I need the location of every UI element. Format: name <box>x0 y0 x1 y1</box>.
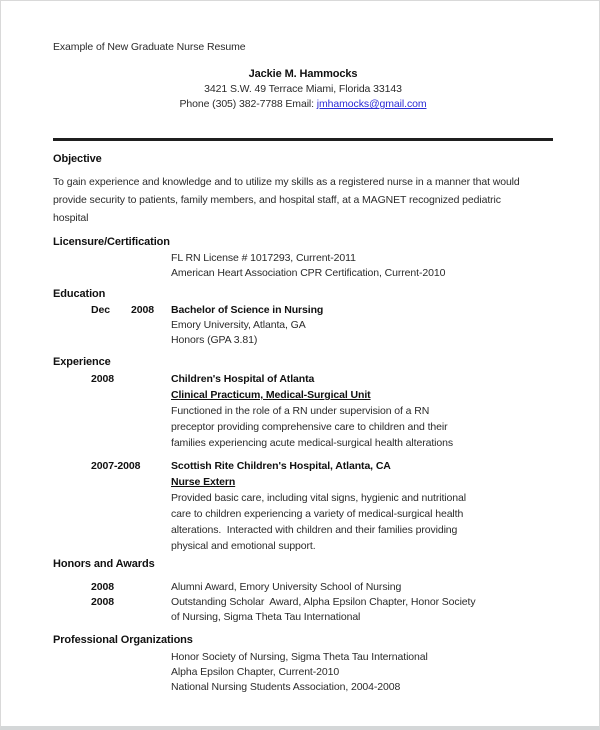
experience-entry <box>53 371 553 451</box>
organization-item: Alpha Epsilon Chapter, Current-2010 <box>171 666 340 678</box>
education-month: Dec <box>91 304 110 316</box>
honor-year: 2008 <box>91 596 114 608</box>
experience-role: Clinical Practicum, Medical-Surgical Unit <box>171 389 371 401</box>
education-degree-row <box>53 303 553 318</box>
candidate-address: 3421 S.W. 49 Terrace Miami, Florida 33143 <box>204 83 402 95</box>
honor-year: 2008 <box>91 581 114 593</box>
section-title-education: Education <box>53 288 106 300</box>
honors-item <box>53 595 553 625</box>
honors-list <box>53 580 553 625</box>
experience-description-line: physical and emotional support. <box>171 540 316 552</box>
education-details <box>53 318 553 348</box>
section-title-objective: Objective <box>53 153 102 165</box>
experience-description-line: Functioned in the role of a RN under supervision of a RN <box>171 405 430 417</box>
section-title-honors: Honors and Awards <box>53 558 155 570</box>
licensure-item: American Heart Association CPR Certification, Current-2010 <box>171 267 446 279</box>
honor-text: Alumni Award, Emory University School of Nursing <box>171 581 402 593</box>
objective-paragraph <box>53 173 553 227</box>
experience-employer: Children's Hospital of Atlanta <box>171 373 315 385</box>
organizations-list <box>53 650 553 695</box>
organization-item: National Nursing Students Association, 2004-2008 <box>171 681 401 693</box>
honor-text-block <box>171 595 553 625</box>
experience-description-line: preceptor providing comprehensive care to children and their <box>171 421 448 433</box>
honor-text: of Nursing, Sigma Theta Tau International <box>171 611 361 623</box>
email-link[interactable]: jmhamocks@gmail.com <box>316 98 427 110</box>
education-degree: Bachelor of Science in Nursing <box>171 304 324 316</box>
education-school: Emory University, Atlanta, GA <box>171 319 306 331</box>
document-title: Example of New Graduate Nurse Resume <box>53 41 246 53</box>
education-honors: Honors (GPA 3.81) <box>171 334 258 346</box>
education-year: 2008 <box>131 304 154 316</box>
licensure-list <box>53 251 553 281</box>
experience-description-line: care to children experiencing a variety of medical-surgical health <box>171 508 464 520</box>
section-title-licensure: Licensure/Certification <box>53 236 170 248</box>
contact-header <box>53 67 553 112</box>
experience-dates: 2007-2008 <box>91 460 141 472</box>
experience-dates: 2008 <box>91 373 114 385</box>
experience-body <box>171 458 553 554</box>
candidate-name: Jackie M. Hammocks <box>248 68 358 80</box>
objective-line: hospital <box>53 212 89 224</box>
phone-email-label: Phone (305) 382-7788 Email: <box>179 98 317 110</box>
section-title-organizations: Professional Organizations <box>53 634 193 646</box>
experience-description-line: Provided basic care, including vital signs, hygienic and nutritional <box>171 492 466 504</box>
experience-entry <box>53 458 553 554</box>
licensure-item: FL RN License # 1017293, Current-2011 <box>171 252 356 264</box>
experience-role: Nurse Extern <box>171 476 236 488</box>
section-title-experience: Experience <box>53 356 111 368</box>
experience-description-line: families experiencing acute medical-surgical health alterations <box>171 437 454 449</box>
header-divider-rule <box>53 138 553 141</box>
experience-description-line: alterations. Interacted with children and their families providing <box>171 524 458 536</box>
honor-text: Outstanding Scholar Award, Alpha Epsilon Chapter, Honor Society <box>171 596 476 608</box>
organization-item: Honor Society of Nursing, Sigma Theta Tau International <box>171 651 428 663</box>
experience-employer: Scottish Rite Children's Hospital, Atlanta, CA <box>171 460 391 472</box>
honors-item <box>53 580 553 595</box>
objective-line: To gain experience and knowledge and to utilize my skills as a registered nurse in a manner that would <box>53 176 520 188</box>
education-entry <box>53 303 553 348</box>
document-content <box>1 41 599 695</box>
objective-line: provide security to patients, family members, and hospital staff, at a MAGNET recognized pediatric <box>53 194 501 206</box>
experience-body <box>171 371 553 451</box>
candidate-phone-email <box>53 97 553 112</box>
